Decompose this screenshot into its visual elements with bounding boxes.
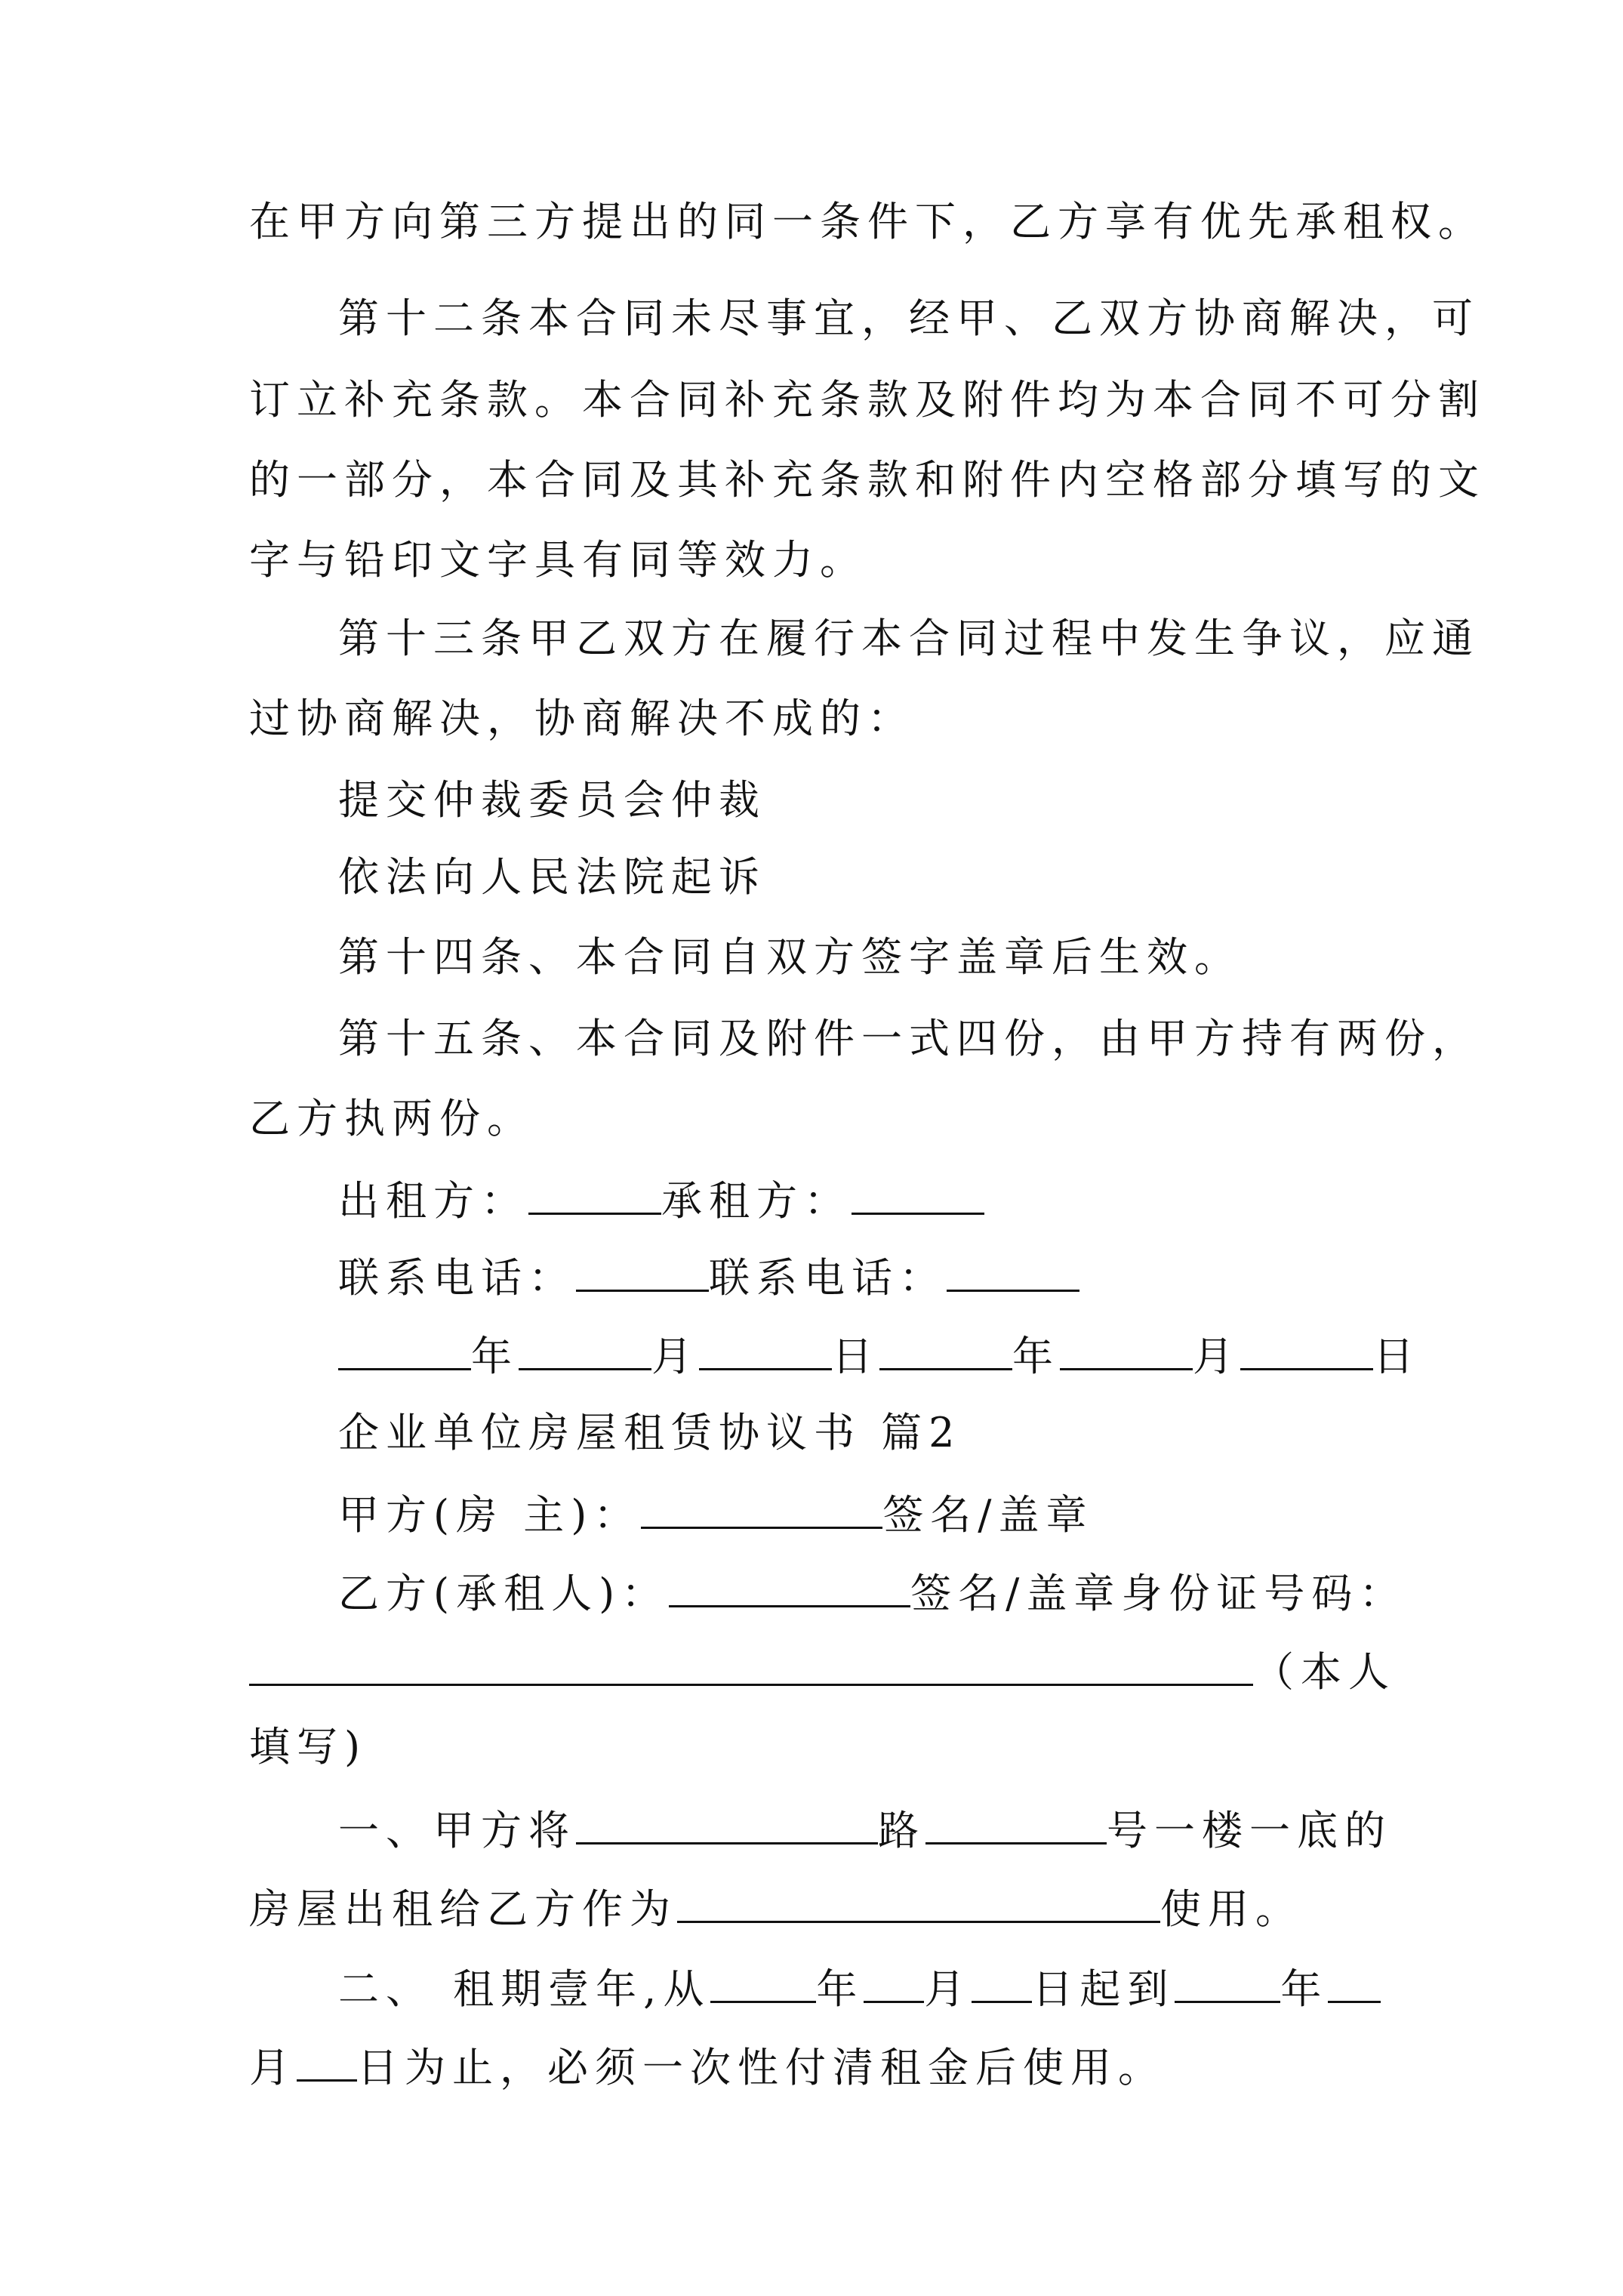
party-b-line bbox=[338, 1563, 1493, 1621]
clause-2-text-b: 日起到 bbox=[1032, 1965, 1175, 2013]
date-day: 日 bbox=[832, 1333, 879, 1380]
clause-1-text-c: 号一楼一底的 bbox=[1107, 1807, 1392, 1854]
date-day: 日 bbox=[1373, 1333, 1421, 1380]
clause-1-text-e: 使用。 bbox=[1160, 1885, 1303, 1933]
end-month-blank bbox=[1328, 1959, 1381, 2003]
text-line-1: 在甲方向第三方提出的同一条件下，乙方享有优先承租权。 bbox=[249, 198, 1486, 245]
id-number-blank bbox=[249, 1641, 1253, 1686]
clause-2-month-end: 月 bbox=[249, 2044, 297, 2091]
section-heading: 企业单位房屋租赁协议书 篇2 bbox=[338, 1409, 962, 1456]
article-14: 第十四条、本合同自双方签字盖章后生效。 bbox=[338, 933, 1242, 981]
contact-phone-line bbox=[338, 1247, 1493, 1305]
clause-2-year-end: 年 bbox=[1280, 1965, 1329, 2013]
date-month: 月 bbox=[1193, 1333, 1240, 1380]
date-blank bbox=[338, 1326, 471, 1370]
party-a-sign: 签名/盖章 bbox=[882, 1491, 1094, 1539]
usage-blank bbox=[677, 1878, 1160, 1923]
clause-2-text-a: 二、 租期壹年,从 bbox=[338, 1965, 711, 2013]
clause-1-line-2 bbox=[249, 1878, 1404, 1937]
clause-2-month: 月 bbox=[924, 1965, 972, 2013]
date-blank bbox=[879, 1326, 1012, 1370]
date-year: 年 bbox=[1012, 1333, 1060, 1380]
start-month-blank bbox=[864, 1959, 924, 2003]
party-a-label: 甲方(房 主)： bbox=[338, 1491, 642, 1539]
lessor-label: 出租方： bbox=[338, 1177, 528, 1225]
lessor-blank bbox=[528, 1170, 661, 1215]
clause-1-text-d: 房屋出租给乙方作为 bbox=[249, 1885, 677, 1933]
start-year-blank bbox=[710, 1959, 816, 2003]
clause-2-year: 年 bbox=[816, 1965, 864, 2013]
article-15-line-2: 乙方执两份。 bbox=[249, 1095, 534, 1142]
party-b-blank bbox=[669, 1563, 910, 1607]
start-day-blank bbox=[972, 1959, 1032, 2003]
date-blank bbox=[1240, 1326, 1373, 1370]
article-12-line-1: 第十二条本合同未尽事宜，经甲、乙双方协商解决，可 bbox=[338, 294, 1480, 342]
signature-parties-line bbox=[338, 1170, 1493, 1228]
date-blank bbox=[519, 1326, 651, 1370]
id-number-line bbox=[249, 1641, 1404, 1700]
date-year: 年 bbox=[471, 1333, 519, 1380]
number-blank bbox=[925, 1800, 1107, 1845]
date-month: 月 bbox=[651, 1333, 699, 1380]
road-blank bbox=[576, 1800, 878, 1845]
date-line bbox=[338, 1326, 1493, 1384]
lessee-phone-blank bbox=[947, 1247, 1079, 1292]
lessor-phone-blank bbox=[576, 1247, 709, 1292]
self-fill-note-end: 填写) bbox=[249, 1723, 368, 1771]
party-b-label: 乙方(承租人)： bbox=[338, 1570, 670, 1617]
lessor-phone-label: 联系电话： bbox=[338, 1254, 576, 1302]
clause-1-text-b: 路 bbox=[878, 1807, 925, 1854]
clause-2-line-2 bbox=[249, 2037, 1404, 2095]
clause-2-line-1 bbox=[338, 1959, 1493, 2017]
date-blank bbox=[1060, 1326, 1193, 1370]
end-day-blank bbox=[297, 2037, 357, 2082]
article-12-line-4: 字与铅印文字具有同等效力。 bbox=[249, 536, 867, 584]
clause-1-text-a: 一、甲方将 bbox=[338, 1807, 576, 1854]
clause-1-line-1 bbox=[338, 1800, 1493, 1858]
option-court: 依法向人民法院起诉 bbox=[338, 853, 766, 901]
article-13-line-2: 过协商解决，协商解决不成的： bbox=[249, 695, 915, 742]
end-year-blank bbox=[1175, 1959, 1280, 2003]
clause-2-text-c: 日为止，必须一次性付清租金后使用。 bbox=[357, 2044, 1166, 2091]
article-13-line-1: 第十三条甲乙双方在履行本合同过程中发生争议，应通 bbox=[338, 615, 1480, 662]
party-b-sign-id: 签名/盖章身份证号码： bbox=[910, 1570, 1407, 1617]
party-a-line bbox=[338, 1484, 1493, 1542]
article-12-line-2: 订立补充条款。本合同补充条款及附件均为本合同不可分割 bbox=[249, 376, 1486, 424]
article-15-line-1: 第十五条、本合同及附件一式四份，由甲方持有两份， bbox=[338, 1015, 1480, 1062]
option-arbitration: 提交仲裁委员会仲裁 bbox=[338, 776, 766, 824]
lessee-label: 承租方： bbox=[661, 1177, 852, 1225]
lessee-phone-label: 联系电话： bbox=[709, 1254, 947, 1302]
date-blank bbox=[699, 1326, 832, 1370]
self-fill-note: （本人 bbox=[1253, 1648, 1396, 1696]
article-12-line-3: 的一部分，本合同及其补充条款和附件内空格部分填写的文 bbox=[249, 456, 1486, 504]
lessee-blank bbox=[852, 1170, 984, 1215]
party-a-blank bbox=[641, 1484, 882, 1529]
